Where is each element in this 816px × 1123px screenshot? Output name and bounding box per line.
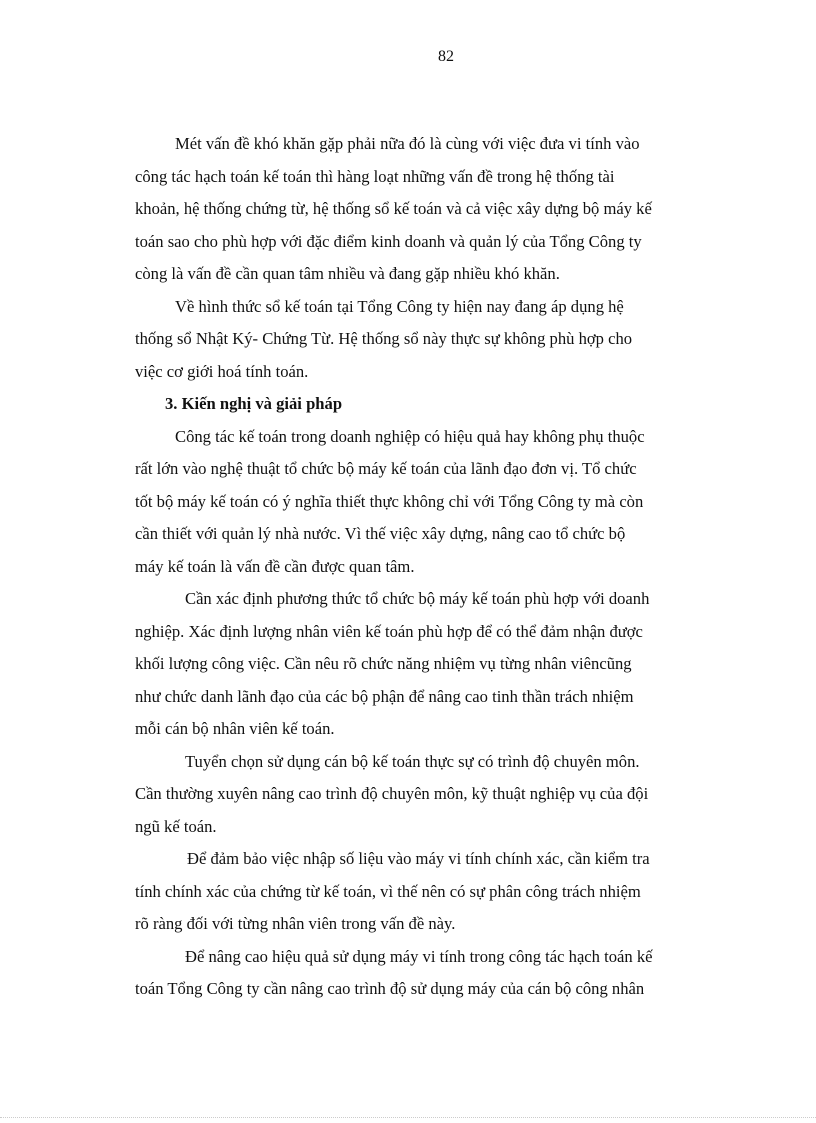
paragraph-line: nghiệp. Xác định lượng nhân viên kế toán phù hợp để có thể đảm nhận được — [135, 621, 643, 641]
page-edge-divider — [0, 1117, 816, 1118]
paragraph-line: Về hình thức sổ kế toán tại Tổng Công ty hiện nay đang áp dụng hệ — [175, 296, 624, 316]
paragraph-line: Công tác kế toán trong doanh nghiệp có hiệu quả hay không phụ thuộc — [175, 426, 645, 446]
paragraph-line: Cần thường xuyên nâng cao trình độ chuyên môn, kỹ thuật nghiệp vụ của đội — [135, 784, 649, 803]
paragraph-line: còng là vấn đề cần quan tâm nhiều và đang gặp nhiều khó khăn. — [135, 264, 560, 283]
paragraph-line: máy kế toán là vấn đề cần được quan tâm. — [135, 556, 415, 576]
paragraph-line: tính chính xác của chứng từ kế toán, vì thế nên có sự phân công trách nhiệm — [135, 881, 641, 901]
paragraph-line: công tác hạch toán kế toán thì hàng loạt những vấn đề trong hệ thống tài — [135, 166, 615, 186]
paragraph-line: toán sao cho phù hợp với đặc điểm kinh doanh và quản lý của Tổng Công ty — [135, 231, 642, 251]
paragraph-line: tốt bộ máy kế toán có ý nghĩa thiết thực không chỉ với Tổng Công ty mà còn — [135, 491, 644, 511]
paragraph-line: cần thiết với quản lý nhà nước. Vì thế việc xây dựng, nâng cao tổ chức bộ — [135, 524, 626, 543]
paragraph-line: khoản, hệ thống chứng từ, hệ thống sổ kế toán và cả việc xây dựng bộ máy kế — [135, 199, 652, 218]
section-heading: 3. Kiến nghị và giải pháp — [165, 394, 343, 413]
paragraph-line: như chức danh lãnh đạo của các bộ phận để nâng cao tinh thần trách nhiệm — [135, 686, 634, 706]
paragraph-line: Để đảm bảo việc nhập số liệu vào máy vi tính chính xác, cần kiểm tra — [187, 849, 650, 868]
paragraph-line: toán Tổng Công ty cần nâng cao trình độ sử dụng máy của cán bộ công nhân — [135, 979, 645, 998]
paragraph-line: khối lượng công việc. Cần nêu rõ chức năng nhiệm vụ từng nhân viêncũng — [135, 654, 632, 673]
paragraph-line: thống sổ Nhật Ký- Chứng Từ. Hệ thống sổ này thực sự không phù hợp cho — [135, 329, 633, 348]
paragraph-line: ngũ kế toán. — [135, 816, 217, 836]
paragraph-line: Mét vấn đề khó khăn gặp phải nữa đó là cùng với việc đưa vi tính vào — [175, 134, 640, 153]
document-body — [135, 128, 735, 1006]
paragraph-line: Cần xác định phương thức tổ chức bộ máy kế toán phù hợp với doanh — [185, 589, 650, 608]
page-number: 82 — [438, 48, 454, 65]
paragraph-line: mỗi cán bộ nhân viên kế toán. — [135, 719, 335, 738]
paragraph-line: rõ ràng đối với từng nhân viên trong vấn đề này. — [135, 914, 456, 933]
paragraph-line: rất lớn vào nghệ thuật tổ chức bộ máy kế toán của lãnh đạo đơn vị. Tổ chức — [135, 459, 637, 478]
paragraph-line: việc cơ giới hoá tính toán. — [135, 361, 309, 381]
paragraph-line: Để nâng cao hiệu quả sử dụng máy vi tính trong công tác hạch toán kế — [185, 946, 653, 966]
paragraph-line: Tuyển chọn sử dụng cán bộ kế toán thực sự có trình độ chuyên môn. — [185, 751, 640, 771]
